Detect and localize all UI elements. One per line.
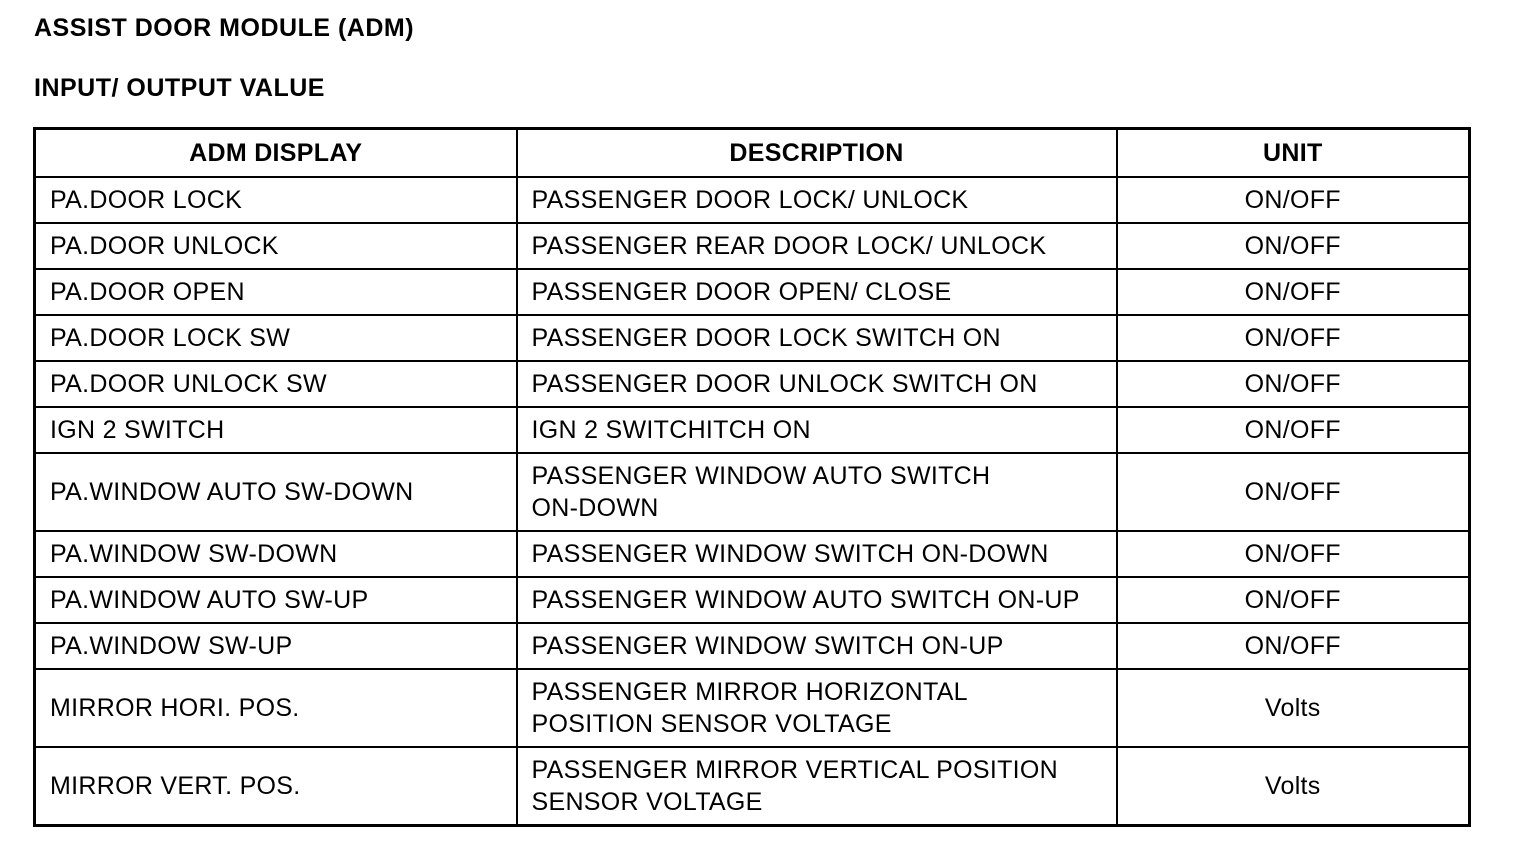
cell-unit: Volts xyxy=(1117,669,1470,747)
io-value-table xyxy=(33,127,1471,827)
header-description: DESCRIPTION xyxy=(517,129,1117,178)
cell-description: PASSENGER WINDOW SWITCH ON-DOWN xyxy=(517,531,1117,577)
table-row xyxy=(35,361,1470,407)
section-subtitle: INPUT/ OUTPUT VALUE xyxy=(34,74,325,102)
cell-unit: ON/OFF xyxy=(1117,453,1470,531)
cell-display: PA.DOOR UNLOCK SW xyxy=(35,361,517,407)
cell-description: PASSENGER MIRROR HORIZONTAL POSITION SENSOR VOLTAGE xyxy=(517,669,1117,747)
cell-display: PA.WINDOW AUTO SW-DOWN xyxy=(35,453,517,531)
cell-display: MIRROR HORI. POS. xyxy=(35,669,517,747)
table-row xyxy=(35,747,1470,826)
table-row xyxy=(35,531,1470,577)
cell-display: PA.DOOR LOCK SW xyxy=(35,315,517,361)
table-row xyxy=(35,577,1470,623)
cell-unit: Volts xyxy=(1117,747,1470,826)
table-row xyxy=(35,223,1470,269)
cell-description: IGN 2 SWITCHITCH ON xyxy=(517,407,1117,453)
cell-description: PASSENGER WINDOW AUTO SWITCH ON-DOWN xyxy=(517,453,1117,531)
table-header-row xyxy=(35,129,1470,178)
cell-display: MIRROR VERT. POS. xyxy=(35,747,517,826)
cell-unit: ON/OFF xyxy=(1117,223,1470,269)
cell-unit: ON/OFF xyxy=(1117,269,1470,315)
cell-description: PASSENGER REAR DOOR LOCK/ UNLOCK xyxy=(517,223,1117,269)
table-row xyxy=(35,407,1470,453)
cell-description: PASSENGER DOOR LOCK SWITCH ON xyxy=(517,315,1117,361)
cell-description: PASSENGER DOOR LOCK/ UNLOCK xyxy=(517,177,1117,223)
cell-unit: ON/OFF xyxy=(1117,361,1470,407)
cell-unit: ON/OFF xyxy=(1117,623,1470,669)
header-unit: UNIT xyxy=(1117,129,1470,178)
cell-unit: ON/OFF xyxy=(1117,407,1470,453)
cell-description: PASSENGER MIRROR VERTICAL POSITION SENSOR VOLTAGE xyxy=(517,747,1117,826)
cell-display: PA.WINDOW AUTO SW-UP xyxy=(35,577,517,623)
cell-description: PASSENGER DOOR OPEN/ CLOSE xyxy=(517,269,1117,315)
cell-display: PA.DOOR UNLOCK xyxy=(35,223,517,269)
cell-display: PA.WINDOW SW-DOWN xyxy=(35,531,517,577)
table-row xyxy=(35,453,1470,531)
document-title: ASSIST DOOR MODULE (ADM) xyxy=(34,14,415,42)
table-row xyxy=(35,269,1470,315)
table-row xyxy=(35,177,1470,223)
cell-unit: ON/OFF xyxy=(1117,577,1470,623)
table-row xyxy=(35,623,1470,669)
cell-display: PA.DOOR LOCK xyxy=(35,177,517,223)
cell-display: PA.DOOR OPEN xyxy=(35,269,517,315)
table-row xyxy=(35,315,1470,361)
cell-display: IGN 2 SWITCH xyxy=(35,407,517,453)
header-adm-display: ADM DISPLAY xyxy=(35,129,517,178)
cell-unit: ON/OFF xyxy=(1117,531,1470,577)
cell-display: PA.WINDOW SW-UP xyxy=(35,623,517,669)
table-row xyxy=(35,669,1470,747)
cell-description: PASSENGER WINDOW SWITCH ON-UP xyxy=(517,623,1117,669)
cell-description: PASSENGER DOOR UNLOCK SWITCH ON xyxy=(517,361,1117,407)
cell-unit: ON/OFF xyxy=(1117,315,1470,361)
cell-description: PASSENGER WINDOW AUTO SWITCH ON-UP xyxy=(517,577,1117,623)
cell-unit: ON/OFF xyxy=(1117,177,1470,223)
